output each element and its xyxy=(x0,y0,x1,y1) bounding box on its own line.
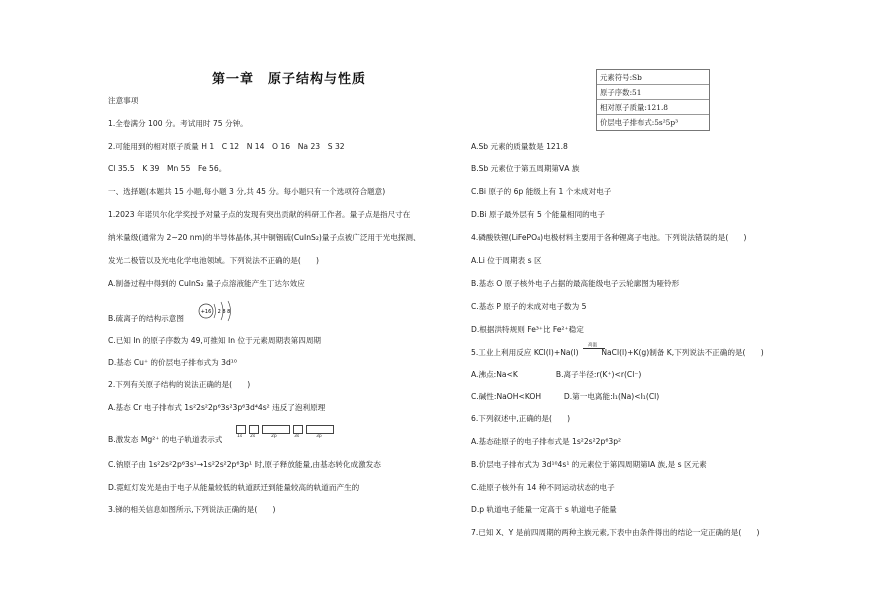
option-d: D.根据洪特规则 Fe³⁺比 Fe²⁺稳定 xyxy=(471,325,584,334)
option-a: A.制备过程中得到的 CuInS₂ 量子点溶液能产生丁达尔效应 xyxy=(108,279,305,288)
orbital-label: 1s xyxy=(237,434,243,439)
shell-label: 2 8 8 xyxy=(217,309,231,315)
question-1: 1.2023 年诺贝尔化学奖授予对量子点的发现有突出贡献的科研工作者。量子点是指尺寸在 xyxy=(108,210,411,219)
question-4: 4.磷酸铁锂(LiFePO₄)电极材料主要用于各种锂离子电池。下列说法错误的是( ) xyxy=(471,233,747,242)
option-d: D.霓虹灯发光是由于电子从能量较低的轨道跃迁到能量较高的轨道而产生的 xyxy=(108,483,360,492)
sulfide-ion-diagram xyxy=(196,300,246,322)
orbital-box xyxy=(306,425,334,434)
option-a: A.Sb 元素的质量数是 121.8 xyxy=(471,142,568,151)
element-info-box xyxy=(596,69,710,131)
option-b: B.激发态 Mg²⁺ 的电子轨道表示式 xyxy=(108,435,223,444)
text-line: 发光二极管以及光电化学电池领域。下列说法不正确的是( ) xyxy=(108,256,319,265)
orbital-box xyxy=(262,425,290,434)
options-ab: A.沸点:Na<K B.离子半径:r(K⁺)<r(Cl⁻) xyxy=(471,370,642,379)
options-cd: C.碱性:NaOH<KOH D.第一电离能:I₁(Na)<I₁(Cl) xyxy=(471,392,660,401)
option-a: A.Li 位于周期表 s 区 xyxy=(471,256,542,265)
nucleus-label: +16 xyxy=(200,309,212,315)
question-6: 6.下列叙述中,正确的是( ) xyxy=(471,414,571,423)
orbital-label: 2p xyxy=(271,434,277,439)
orbital-label: 3p xyxy=(316,434,322,439)
option-d: D.p 轨道电子能量一定高于 s 轨道电子能量 xyxy=(471,505,617,514)
notice-heading: 注意事项 xyxy=(108,96,139,105)
info-symbol: 元素符号:Sb xyxy=(600,73,642,82)
option-c: C.已知 In 的原子序数为 49,可推知 In 位于元素周期表第四周期 xyxy=(108,336,322,345)
chapter-title: 第一章 原子结构与性质 xyxy=(212,72,367,87)
option-a: A.基态硅原子的电子排布式是 1s²2s²2p⁶3p² xyxy=(471,437,622,446)
reaction-condition: 高温 xyxy=(588,343,597,348)
option-d: D.Bi 原子最外层有 5 个能量相同的电子 xyxy=(471,210,605,219)
option-c: C.Bi 原子的 6p 能级上有 1 个未成对电子 xyxy=(471,187,612,196)
question-7: 7.已知 X、Y 是前四周期的两种主族元素,下表中由条件得出的结论一定正确的是( ) xyxy=(471,528,760,537)
option-b: B.硫离子的结构示意图 xyxy=(108,314,184,323)
text-line: 2.可能用到的相对原子质量 H 1 C 12 N 14 O 16 Na 23 S 32 xyxy=(108,142,345,151)
option-c: C.硅原子核外有 14 种不同运动状态的电子 xyxy=(471,483,615,492)
info-mass: 相对原子质量:121.8 xyxy=(600,103,668,112)
section-heading: 一、选择题(本题共 15 小题,每小题 3 分,共 45 分。每小题只有一个选项符合题意) xyxy=(108,187,386,196)
question-2: 2.下列有关原子结构的说法正确的是( ) xyxy=(108,380,251,389)
option-c: C.钠原子由 1s²2s²2p⁶3s¹→1s²2s²2p⁶3p¹ 时,原子释放能量,由基态转化成激发态 xyxy=(108,460,381,469)
question-3: 3.锑的相关信息如图所示,下列说法正确的是( ) xyxy=(108,505,276,514)
info-config: 价层电子排布式:5s²5p³ xyxy=(600,118,679,127)
option-b: B.基态 O 原子核外电子占据的最高能级电子云轮廓图为哑铃形 xyxy=(471,279,680,288)
orbital-label: 2s xyxy=(250,434,256,439)
orbital-label: 3s xyxy=(294,434,300,439)
option-c: C.基态 P 原子的未成对电子数为 5 xyxy=(471,302,587,311)
option-d: D.基态 Cu⁺ 的价层电子排布式为 3d¹⁰ xyxy=(108,358,237,367)
option-b: B.价层电子排布式为 3d¹⁰4s¹ 的元素位于第四周期第ⅠA 族,是 s 区元素 xyxy=(471,460,707,469)
text-line: Cl 35.5 K 39 Mn 55 Fe 56。 xyxy=(108,164,227,173)
text-line: 1.全卷满分 100 分。考试用时 75 分钟。 xyxy=(108,119,248,128)
reaction-arrow xyxy=(583,348,605,349)
orbital-box xyxy=(293,425,303,434)
option-b: B.Sb 元素位于第五周期第ⅤA 族 xyxy=(471,164,580,173)
orbital-box xyxy=(249,425,259,434)
orbital-box xyxy=(236,425,246,434)
info-number: 原子序数:51 xyxy=(600,88,642,97)
question-5: 5.工业上利用反应 KCl(l)+Na(l) NaCl(l)+K(g)制备 K,下列说法不正确的是( ) xyxy=(471,348,764,357)
option-a: A.基态 Cr 电子排布式 1s²2s²2p⁶3s²3p⁶3d⁴4s² 违反了泡利原理 xyxy=(108,403,326,412)
text-line: 纳米量级(通常为 2~20 nm)的半导体晶体,其中铜铟硫(CuInS₂)量子点被广泛用于光电探测、 xyxy=(108,233,421,242)
